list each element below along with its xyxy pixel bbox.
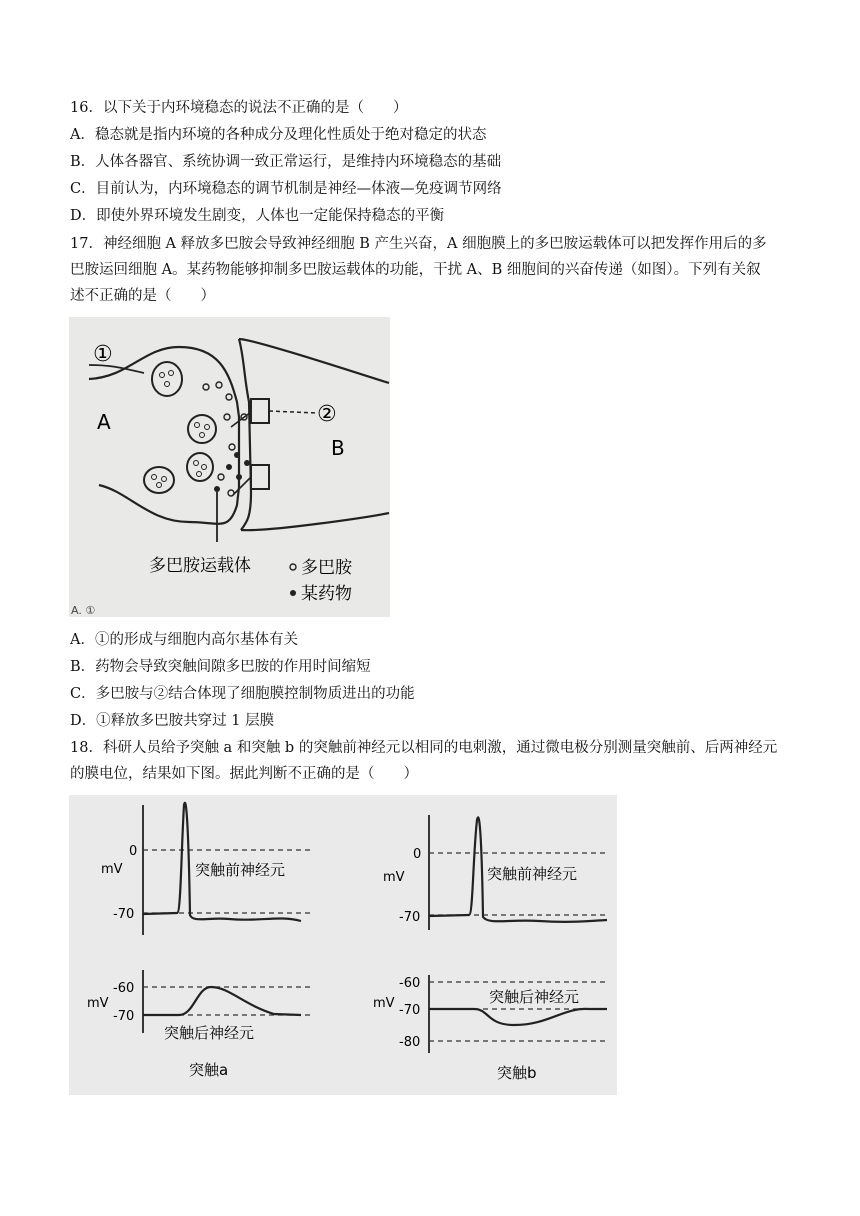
b-post-tick-m60: -60 — [399, 976, 421, 991]
legend-dopamine-icon — [290, 564, 296, 570]
membrane-potential-svg — [69, 795, 617, 1095]
q17-option-b: B．药物会导致突触间隙多巴胺的作用时间缩短 — [70, 659, 371, 675]
a-pre-tick-m70: -70 — [113, 907, 135, 922]
receptor-top — [251, 399, 269, 423]
b-post-unit: mV — [373, 996, 395, 1011]
legend-dopamine: 多巴胺 — [301, 558, 352, 578]
label-cell-b: B — [331, 436, 345, 460]
a-pre-unit: mV — [101, 862, 123, 877]
q16-option-b: B．人体各器官、系统协调一致正常运行，是维持内环境稳态的基础 — [70, 154, 502, 170]
drug-molecules — [214, 452, 250, 492]
q17-option-c: C．多巴胺与②结合体现了细胞膜控制物质进出的功能 — [70, 686, 415, 702]
label-1: ① — [93, 342, 113, 367]
b-pre-tick-m70: -70 — [399, 910, 421, 925]
q17-stem-line1: 17．神经细胞 A 释放多巴胺会导致神经细胞 B 产生兴奋，A 细胞膜上的多巴胺运载体可以把发挥作用后的多 — [70, 236, 767, 252]
synapse-diagram — [69, 317, 390, 617]
label-2: ② — [317, 402, 337, 427]
q18-stem-line1: 18．科研人员给予突触 a 和突触 b 的突触前神经元以相同的电刺激，通过微电极分别测量突触前、后两神经元 — [70, 740, 778, 756]
synapse-diagram-svg — [69, 317, 390, 617]
b-pre-tick-0: 0 — [413, 847, 422, 862]
cell-b-membrane-left — [239, 339, 251, 530]
membrane-potential-figure — [69, 795, 617, 1095]
a-post-label: 突触后神经元 — [164, 1024, 255, 1042]
a-post-unit: mV — [87, 996, 109, 1011]
q16-stem: 16．以下关于内环境稳态的说法不正确的是（ ） — [70, 100, 408, 116]
b-post-tick-m80: -80 — [399, 1035, 421, 1050]
synapse-a-caption: 突触a — [189, 1061, 229, 1079]
label-2-leader — [269, 411, 317, 413]
q17-stem-line3: 述不正确的是（ ） — [70, 288, 215, 304]
a-post-trace — [143, 987, 301, 1015]
a-post-tick-m70: -70 — [113, 1009, 135, 1024]
synapse-b-caption: 突触b — [497, 1064, 537, 1082]
label-cell-a: A — [97, 410, 111, 434]
b-post-tick-m70: -70 — [399, 1003, 421, 1018]
q17-stem-line2: 巴胺运回细胞 A。某药物能够抑制多巴胺运载体的功能，干扰 A、B 细胞间的兴奋传递（如图）。下列有关叙 — [70, 262, 761, 278]
q18-stem-line2: 的膜电位，结果如下图。据此判断不正确的是（ ） — [70, 766, 418, 782]
b-pre-label: 突触前神经元 — [487, 865, 578, 883]
q16-option-a: A．稳态就是指内环境的各种成分及理化性质处于绝对稳定的状态 — [70, 127, 487, 143]
legend-drug-icon — [290, 590, 296, 596]
b-pre-unit: mV — [383, 870, 405, 885]
receptor-bottom — [251, 465, 269, 489]
vesicle-2 — [188, 415, 216, 443]
q16-option-d: D．即使外界环境发生剧变，人体也一定能保持稳态的平衡 — [70, 208, 445, 224]
vesicle-1 — [152, 362, 182, 396]
transporter-label: 多巴胺运载体 — [149, 556, 251, 576]
b-post-label: 突触后神经元 — [489, 988, 580, 1006]
a-pre-tick-0: 0 — [129, 844, 138, 859]
corner-text: A. ① — [71, 604, 96, 617]
a-pre-label: 突触前神经元 — [195, 861, 286, 879]
a-post-tick-m60: -60 — [113, 981, 135, 996]
q17-option-a: A．①的形成与细胞内高尔基体有关 — [70, 632, 298, 648]
vesicle-4 — [144, 467, 174, 493]
q16-option-c: C．目前认为，内环境稳态的调节机制是神经—体液—免疫调节网络 — [70, 181, 502, 197]
q17-option-d: D．①释放多巴胺共穿过 1 层膜 — [70, 713, 275, 729]
legend-drug: 某药物 — [301, 584, 352, 604]
b-post-trace — [429, 1009, 607, 1025]
cell-b-membrane-top — [239, 339, 389, 383]
cell-b-membrane-bottom — [241, 513, 389, 530]
